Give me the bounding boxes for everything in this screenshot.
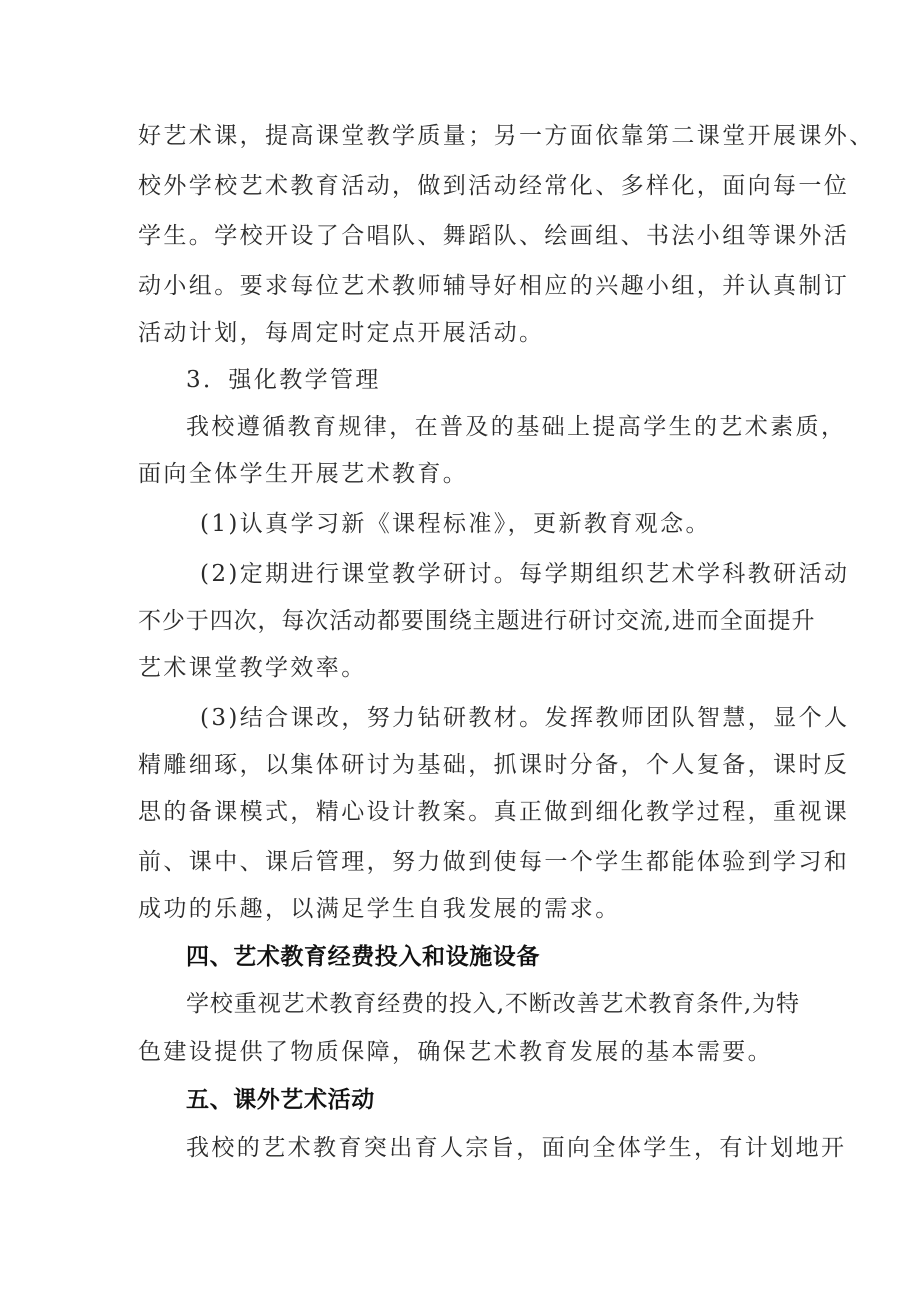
- paragraph-line: 好艺术课，提高课堂教学质量；另一方面依靠第二课堂开展课外、: [138, 123, 875, 149]
- paragraph-line: 成功的乐趣，以满足学生自我发展的需求。: [138, 896, 621, 922]
- paragraph-line: 面向全体学生开展艺术教育。: [138, 461, 469, 487]
- paragraph-line: 动小组。要求每位艺术教师辅导好相应的兴趣小组，并认真制订: [138, 273, 850, 299]
- section-heading: 四、艺术教育经费投入和设施设备: [186, 944, 540, 970]
- paragraph-line: 活动计划，每周定时定点开展活动。: [138, 320, 545, 346]
- paragraph-line: 学生。学校开设了合唱队、舞蹈队、绘画组、书法小组等课外活: [138, 223, 850, 249]
- paragraph-line: 色建设提供了物质保障，确保艺术教育发展的基本需要。: [138, 1039, 773, 1065]
- section-subheading: 3．强化教学管理: [186, 367, 381, 393]
- section-heading: 五、课外艺术活动: [186, 1087, 375, 1113]
- paragraph-line: 不少于四次，每次活动都要围绕主题进行研讨交流,进而全面提升: [138, 608, 816, 634]
- paragraph-line: 我校遵循教育规律，在普及的基础上提高学生的艺术素质，: [186, 414, 847, 440]
- list-item: (3)结合课改，努力钻研教材。发挥教师团队智慧，显个人: [200, 705, 850, 731]
- paragraph-line: 精雕细琢，以集体研讨为基础，抓课时分备，个人复备，课时反: [138, 752, 850, 778]
- list-item: (2)定期进行课堂教学研讨。每学期组织艺术学科教研活动: [200, 561, 850, 587]
- paragraph-line: 校外学校艺术教育活动，做到活动经常化、多样化，面向每一位: [138, 173, 850, 199]
- paragraph-line: 思的备课模式，精心设计教案。真正做到细化教学过程，重视课: [138, 799, 850, 825]
- paragraph-line: 学校重视艺术教育经费的投入,不断改善艺术教育条件,为特: [186, 991, 800, 1017]
- paragraph-line: 前、课中、课后管理，努力做到使每一个学生都能体验到学习和: [138, 849, 850, 875]
- paragraph-line: 我校的艺术教育突出育人宗旨，面向全体学生，有计划地开: [186, 1135, 847, 1161]
- list-item: (1)认真学习新《课程标准》，更新教育观念。: [200, 511, 711, 537]
- paragraph-line: 艺术课堂教学效率。: [138, 655, 367, 681]
